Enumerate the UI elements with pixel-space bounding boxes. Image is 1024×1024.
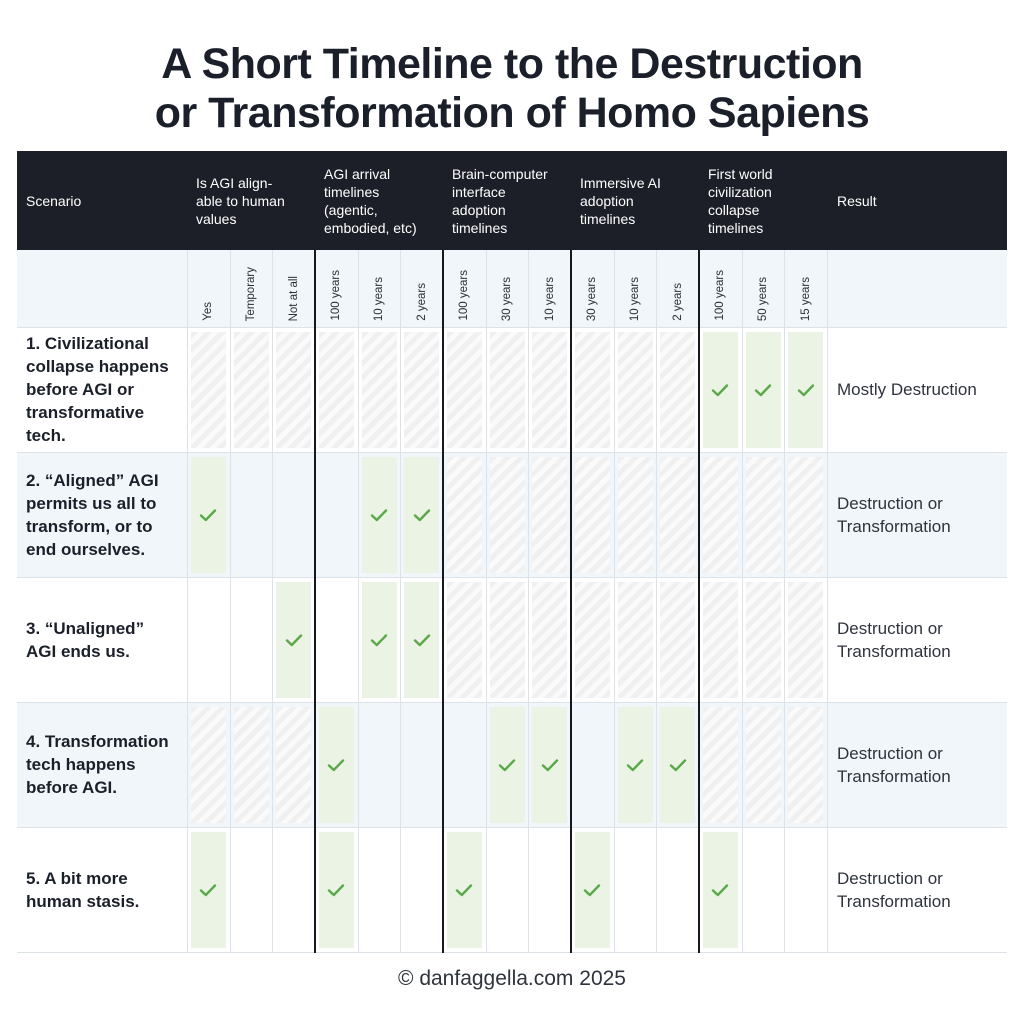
subheader-cell [400, 250, 443, 327]
scenario-line: 1. Civilizational [26, 334, 149, 353]
checked-cell [362, 457, 397, 573]
scenario-line: tech. [26, 426, 66, 445]
header-group-agi-arrival: AGI arrival timelines (agentic, embodied, etc) [324, 166, 417, 236]
checkmark-icon [669, 758, 687, 772]
checkmark-icon [327, 758, 345, 772]
not-applicable-cell [532, 457, 567, 573]
group-divider [314, 250, 316, 953]
result-label [837, 327, 1005, 452]
column-divider [272, 250, 273, 953]
scenario-line: before AGI or [26, 380, 134, 399]
scenario-line: transform, or to [26, 516, 153, 536]
subheader-cell [486, 250, 529, 327]
not-applicable-cell [404, 332, 439, 448]
subheader-cell [187, 250, 230, 327]
checkmark-icon [455, 883, 473, 897]
checked-cell [532, 707, 567, 823]
group-divider [570, 250, 572, 953]
not-applicable-cell [319, 332, 354, 448]
scenario-line: transformative [26, 403, 145, 422]
checked-cell [575, 832, 610, 948]
subheader-label: 50 years [757, 276, 770, 321]
result-line: Destruction or [837, 868, 943, 888]
checked-cell [660, 707, 695, 823]
checked-cell [362, 582, 397, 698]
checked-cell [404, 457, 439, 573]
scenario-line: human stasis. [26, 891, 140, 911]
not-applicable-cell [788, 707, 823, 823]
not-applicable-cell [575, 582, 610, 698]
not-applicable-cell [490, 332, 525, 448]
not-applicable-cell [618, 457, 653, 573]
checkmark-icon [711, 383, 729, 397]
subheader-label: 30 years [501, 276, 514, 321]
subheader-cell [656, 250, 699, 327]
checked-cell [703, 332, 738, 448]
checked-cell [191, 457, 226, 573]
scenario-label [26, 452, 186, 577]
checkmark-icon [583, 883, 601, 897]
checked-cell [319, 832, 354, 948]
subheader-cell [272, 250, 315, 327]
scenario-line: collapse happens [26, 357, 169, 376]
column-divider [187, 250, 188, 953]
checkmark-icon [711, 883, 729, 897]
result-line: Transformation [837, 891, 951, 911]
not-applicable-cell [191, 707, 226, 823]
column-divider [400, 250, 401, 953]
group-divider [442, 250, 444, 953]
subheader-label: 2 years [671, 283, 684, 321]
subheader-cell [784, 250, 827, 327]
subheader-label: 100 years [330, 270, 343, 321]
checked-cell [447, 832, 482, 948]
not-applicable-cell [660, 457, 695, 573]
scenario-line: 2. “Aligned” AGI [26, 470, 159, 490]
header-group-alignable: Is AGI align- able to human values [196, 175, 285, 227]
subheader-label: 30 years [586, 276, 599, 321]
subheader-label: 15 years [799, 276, 812, 321]
not-applicable-cell [703, 457, 738, 573]
not-applicable-cell [234, 332, 269, 448]
not-applicable-cell [703, 707, 738, 823]
checkmark-icon [541, 758, 559, 772]
not-applicable-cell [618, 332, 653, 448]
subheader-cell [699, 250, 742, 327]
column-divider [742, 250, 743, 953]
checked-cell [788, 332, 823, 448]
checkmark-icon [370, 633, 388, 647]
subheader-cell [571, 250, 614, 327]
column-divider [230, 250, 231, 953]
header-group-immersive-ai: Immersive AI adoption timelines [580, 175, 661, 227]
checkmark-icon [413, 508, 431, 522]
result-line: Transformation [837, 766, 951, 786]
not-applicable-cell [788, 457, 823, 573]
scenario-line: permits us all to [26, 493, 157, 513]
not-applicable-cell [532, 332, 567, 448]
subheader-label: Yes [202, 302, 215, 321]
checkmark-icon [413, 633, 431, 647]
not-applicable-cell [234, 707, 269, 823]
scenario-line: 5. A bit more [26, 868, 128, 888]
subheader-label: 100 years [458, 270, 471, 321]
subheader-cell [443, 250, 486, 327]
scenario-label [26, 827, 186, 952]
result-line: Transformation [837, 516, 951, 536]
checkmark-icon [626, 758, 644, 772]
column-divider [827, 250, 828, 953]
subheader-label: Temporary [244, 266, 257, 321]
not-applicable-cell [788, 582, 823, 698]
not-applicable-cell [532, 582, 567, 698]
not-applicable-cell [490, 457, 525, 573]
not-applicable-cell [660, 332, 695, 448]
checked-cell [618, 707, 653, 823]
not-applicable-cell [362, 332, 397, 448]
column-divider [528, 250, 529, 953]
subheader-cell [528, 250, 571, 327]
not-applicable-cell [660, 582, 695, 698]
checked-cell [191, 832, 226, 948]
column-divider [358, 250, 359, 953]
checkmark-icon [285, 633, 303, 647]
scenario-line: 4. Transformation [26, 732, 169, 751]
scenario-line: before AGI. [26, 778, 117, 797]
not-applicable-cell [575, 332, 610, 448]
column-divider [784, 250, 785, 953]
result-line: Destruction or [837, 618, 943, 638]
not-applicable-cell [746, 582, 781, 698]
not-applicable-cell [447, 582, 482, 698]
header-group-collapse: First world civilization collapse timelines [708, 166, 773, 236]
not-applicable-cell [276, 707, 311, 823]
scenario-line: end ourselves. [26, 539, 146, 559]
scenario-line: AGI ends us. [26, 641, 130, 661]
checked-cell [490, 707, 525, 823]
header-result: Result [837, 193, 877, 209]
not-applicable-cell [447, 457, 482, 573]
scenario-table [17, 151, 1007, 953]
checked-cell [404, 582, 439, 698]
subheader-label: Not at all [287, 275, 300, 321]
group-divider [698, 250, 700, 953]
not-applicable-cell [490, 582, 525, 698]
scenario-label [26, 702, 186, 827]
header-scenario: Scenario [26, 193, 82, 209]
not-applicable-cell [575, 457, 610, 573]
page-title [0, 40, 1024, 138]
checkmark-icon [754, 383, 772, 397]
checked-cell [746, 332, 781, 448]
column-divider [486, 250, 487, 953]
not-applicable-cell [618, 582, 653, 698]
column-divider [656, 250, 657, 953]
not-applicable-cell [703, 582, 738, 698]
subheader-label: 100 years [714, 270, 727, 321]
checkmark-icon [797, 383, 815, 397]
not-applicable-cell [191, 332, 226, 448]
not-applicable-cell [276, 332, 311, 448]
checkmark-icon [199, 508, 217, 522]
subheader-cell [742, 250, 785, 327]
copyright-footer: © danfaggella.com 2025 [398, 967, 626, 990]
result-label [837, 827, 1005, 952]
not-applicable-cell [447, 332, 482, 448]
subheader-label: 10 years [629, 276, 642, 321]
scenario-label [26, 577, 186, 702]
checkmark-icon [199, 883, 217, 897]
scenario-line: 3. “Unaligned” [26, 618, 145, 638]
checkmark-icon [370, 508, 388, 522]
result-label [837, 452, 1005, 577]
column-divider [614, 250, 615, 953]
subheader-cell [614, 250, 657, 327]
result-line: Mostly Destruction [837, 380, 977, 399]
scenario-label [26, 327, 186, 452]
title-line-1: A Short Timeline to the Destruction [161, 40, 863, 88]
subheader-label: 10 years [543, 276, 556, 321]
result-line: Destruction or [837, 493, 943, 513]
row-divider [17, 952, 1007, 953]
checked-cell [276, 582, 311, 698]
result-label [837, 702, 1005, 827]
result-line: Transformation [837, 641, 951, 661]
checked-cell [703, 832, 738, 948]
subheader-label: 10 years [373, 276, 385, 321]
not-applicable-cell [746, 707, 781, 823]
subheader-cell [358, 250, 401, 327]
subheader-cell [315, 250, 358, 327]
checkmark-icon [327, 883, 345, 897]
subheader-cell [230, 250, 273, 327]
checkmark-icon [498, 758, 516, 772]
title-line-2: or Transformation of Homo Sapiens [154, 89, 870, 137]
subheader-label: 2 years [415, 283, 428, 321]
header-group-bci-adoption: Brain-computer interface adoption timelines [452, 166, 548, 236]
not-applicable-cell [746, 457, 781, 573]
scenario-line: tech happens [26, 755, 136, 774]
result-label [837, 577, 1005, 702]
result-line: Destruction or [837, 743, 943, 763]
checked-cell [319, 707, 354, 823]
